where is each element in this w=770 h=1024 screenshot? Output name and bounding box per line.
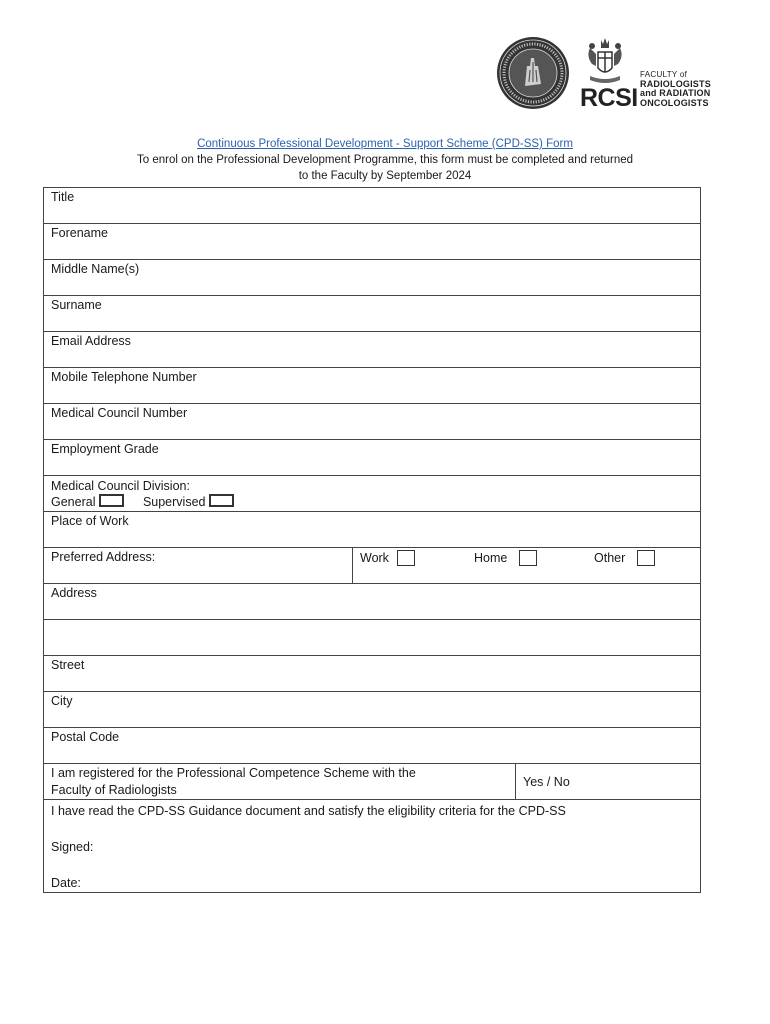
division-general-checkbox[interactable] <box>99 494 124 507</box>
declaration-block <box>44 800 701 893</box>
place-of-work-field[interactable]: Place of Work <box>44 512 701 548</box>
postal-code-field[interactable]: Postal Code <box>44 728 701 764</box>
faculty-line-4: ONCOLOGISTS <box>640 97 709 108</box>
instruction-line-2: to the Faculty by September 2024 <box>298 170 472 182</box>
employment-grade-field[interactable]: Employment Grade <box>44 440 701 476</box>
rcsi-crest-logo <box>584 36 626 86</box>
address-line-2-field[interactable] <box>44 620 701 656</box>
date-field[interactable]: Date: <box>51 876 81 890</box>
division-supervised-label: Supervised <box>142 495 206 509</box>
medical-council-number-field[interactable]: Medical Council Number <box>44 404 701 440</box>
mobile-field[interactable]: Mobile Telephone Number <box>44 368 701 404</box>
pcs-yes-no[interactable]: Yes / No <box>515 764 700 799</box>
division-supervised-checkbox[interactable] <box>209 494 234 507</box>
surname-field[interactable]: Surname <box>44 296 701 332</box>
pref-work-label: Work <box>360 551 389 565</box>
city-field[interactable]: City <box>44 692 701 728</box>
middle-names-field[interactable]: Middle Name(s) <box>44 260 701 296</box>
pref-work-checkbox[interactable] <box>397 550 415 566</box>
forename-field[interactable]: Forename <box>44 224 701 260</box>
faculty-line-1: FACULTY of <box>640 70 688 79</box>
division-options <box>51 494 693 510</box>
faculty-line-3: and RADIATION <box>640 88 711 98</box>
pref-other-checkbox[interactable] <box>637 550 655 566</box>
pref-home-checkbox[interactable] <box>519 550 537 566</box>
faculty-seal-logo <box>496 36 570 110</box>
pcs-statement-line-2: Faculty of Radiologists <box>51 783 177 797</box>
address-field[interactable]: Address <box>44 584 701 620</box>
medical-council-division-field <box>44 476 701 512</box>
rcsi-wordmark: RCSI <box>580 84 638 112</box>
header-logos <box>496 36 736 112</box>
street-field[interactable]: Street <box>44 656 701 692</box>
form-heading <box>0 136 770 184</box>
instruction-line-1: To enrol on the Professional Development Programme, this form must be completed and returned <box>136 154 634 166</box>
signed-field[interactable]: Signed: <box>51 840 94 854</box>
division-label: Medical Council Division: <box>51 479 190 493</box>
email-field[interactable]: Email Address <box>44 332 701 368</box>
division-general-label: General <box>51 495 96 509</box>
pref-home-label: Home <box>474 551 508 565</box>
pref-other-label: Other <box>594 551 626 565</box>
pcs-row <box>44 764 701 800</box>
faculty-wordmark <box>640 70 711 108</box>
form-title-link[interactable]: Continuous Professional Development - Support Scheme (CPD-SS) Form <box>197 138 573 150</box>
pcs-statement-line-1: I am registered for the Professional Competence Scheme with the <box>51 766 416 780</box>
cpd-ss-form-table <box>43 187 701 893</box>
title-field[interactable]: Title <box>44 188 701 224</box>
pcs-statement <box>44 764 515 799</box>
preferred-address-options <box>353 548 701 584</box>
guidance-statement: I have read the CPD-SS Guidance document and satisfy the eligibility criteria for the CPD-SS <box>51 804 566 818</box>
faculty-line-2: RADIOLOGISTS <box>640 78 711 89</box>
preferred-address-label: Preferred Address: <box>44 548 353 584</box>
